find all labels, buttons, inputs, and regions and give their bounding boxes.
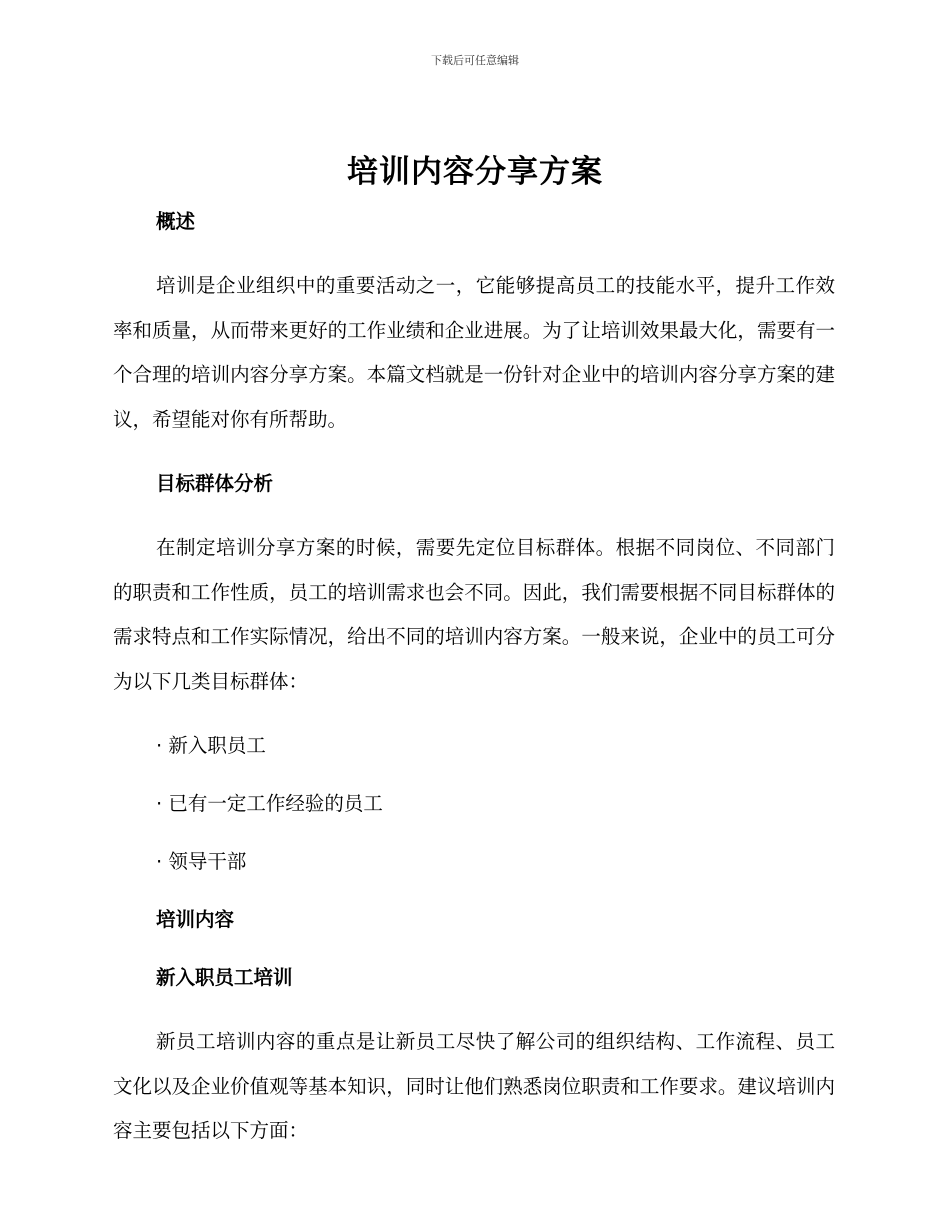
document-title: 培训内容分享方案	[347, 154, 603, 190]
header-note: 下载后可任意编辑	[431, 54, 519, 67]
section-heading-overview: 概述	[156, 210, 196, 233]
paragraph-overview: 培训是企业组织中的重要活动之一，它能够提高员工的技能水平，提升工作效率和质量，从而带来更好的工作业绩和企业进展。为了让培训效果最大化，需要有一个合理的培训内容分享方案。本篇文档就是一份针对企业中的培训内容分享方案的建议，希望能对你有所帮助。	[113, 274, 835, 431]
paragraph-target-groups: 在制定培训分享方案的时候，需要先定位目标群体。根据不同岗位、不同部门的职责和工作性质，员工的培训需求也会不同。因此，我们需要根据不同目标群体的需求特点和工作实际情况，给出不同的培训内容方案。一般来说，企业中的员工可分为以下几类目标群体：	[113, 536, 835, 693]
section-heading-new-staff-training: 新入职员工培训	[156, 966, 293, 989]
bullet-item-leaders: · 领导干部	[156, 850, 247, 873]
bullet-item-experienced-staff: · 已有一定工作经验的员工	[156, 792, 383, 815]
document-body	[113, 206, 835, 1154]
section-heading-target-groups: 目标群体分析	[156, 472, 274, 495]
paragraph-new-staff-training: 新员工培训内容的重点是让新员工尽快了解公司的组织结构、工作流程、员工文化以及企业价值观等基本知识，同时让他们熟悉岗位职责和工作要求。建议培训内容主要包括以下方面：	[113, 1030, 835, 1142]
bullet-item-new-staff: · 新入职员工	[156, 734, 266, 757]
section-heading-training-content: 培训内容	[156, 908, 235, 931]
